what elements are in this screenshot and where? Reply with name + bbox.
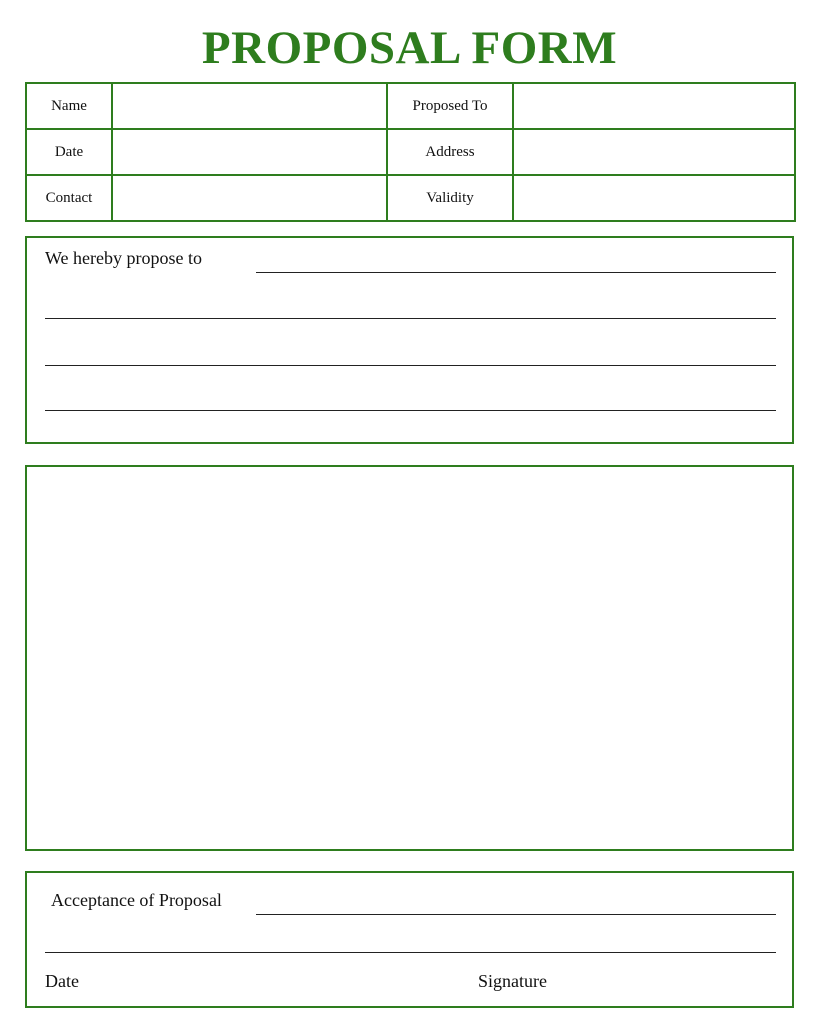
info-row-contact [26, 175, 795, 221]
info-table [25, 82, 796, 222]
proposed-to-field[interactable] [513, 83, 795, 129]
acceptance-line-2[interactable] [45, 952, 776, 953]
details-box[interactable] [25, 465, 794, 851]
date-label: Date [26, 129, 112, 175]
validity-field[interactable] [513, 175, 795, 221]
proposed-to-label: Proposed To [387, 83, 513, 129]
name-field[interactable] [112, 83, 387, 129]
info-row-name [26, 83, 795, 129]
proposal-line-3[interactable] [45, 365, 776, 366]
contact-label: Contact [26, 175, 112, 221]
proposal-line-4[interactable] [45, 410, 776, 411]
proposal-intro-label: We hereby propose to [45, 248, 202, 268]
acceptance-signature-label: Signature [478, 971, 547, 991]
acceptance-section [25, 871, 794, 1008]
validity-label: Validity [387, 175, 513, 221]
address-field[interactable] [513, 129, 795, 175]
info-row-date [26, 129, 795, 175]
contact-field[interactable] [112, 175, 387, 221]
form-title: PROPOSAL FORM [201, 22, 618, 74]
acceptance-line-1[interactable] [256, 914, 776, 915]
proposal-line-1[interactable] [256, 272, 776, 273]
proposal-line-2[interactable] [45, 318, 776, 319]
acceptance-date-label: Date [45, 971, 79, 991]
name-label: Name [26, 83, 112, 129]
proposal-section [25, 236, 794, 444]
address-label: Address [387, 129, 513, 175]
date-field[interactable] [112, 129, 387, 175]
acceptance-label: Acceptance of Proposal [51, 890, 222, 910]
